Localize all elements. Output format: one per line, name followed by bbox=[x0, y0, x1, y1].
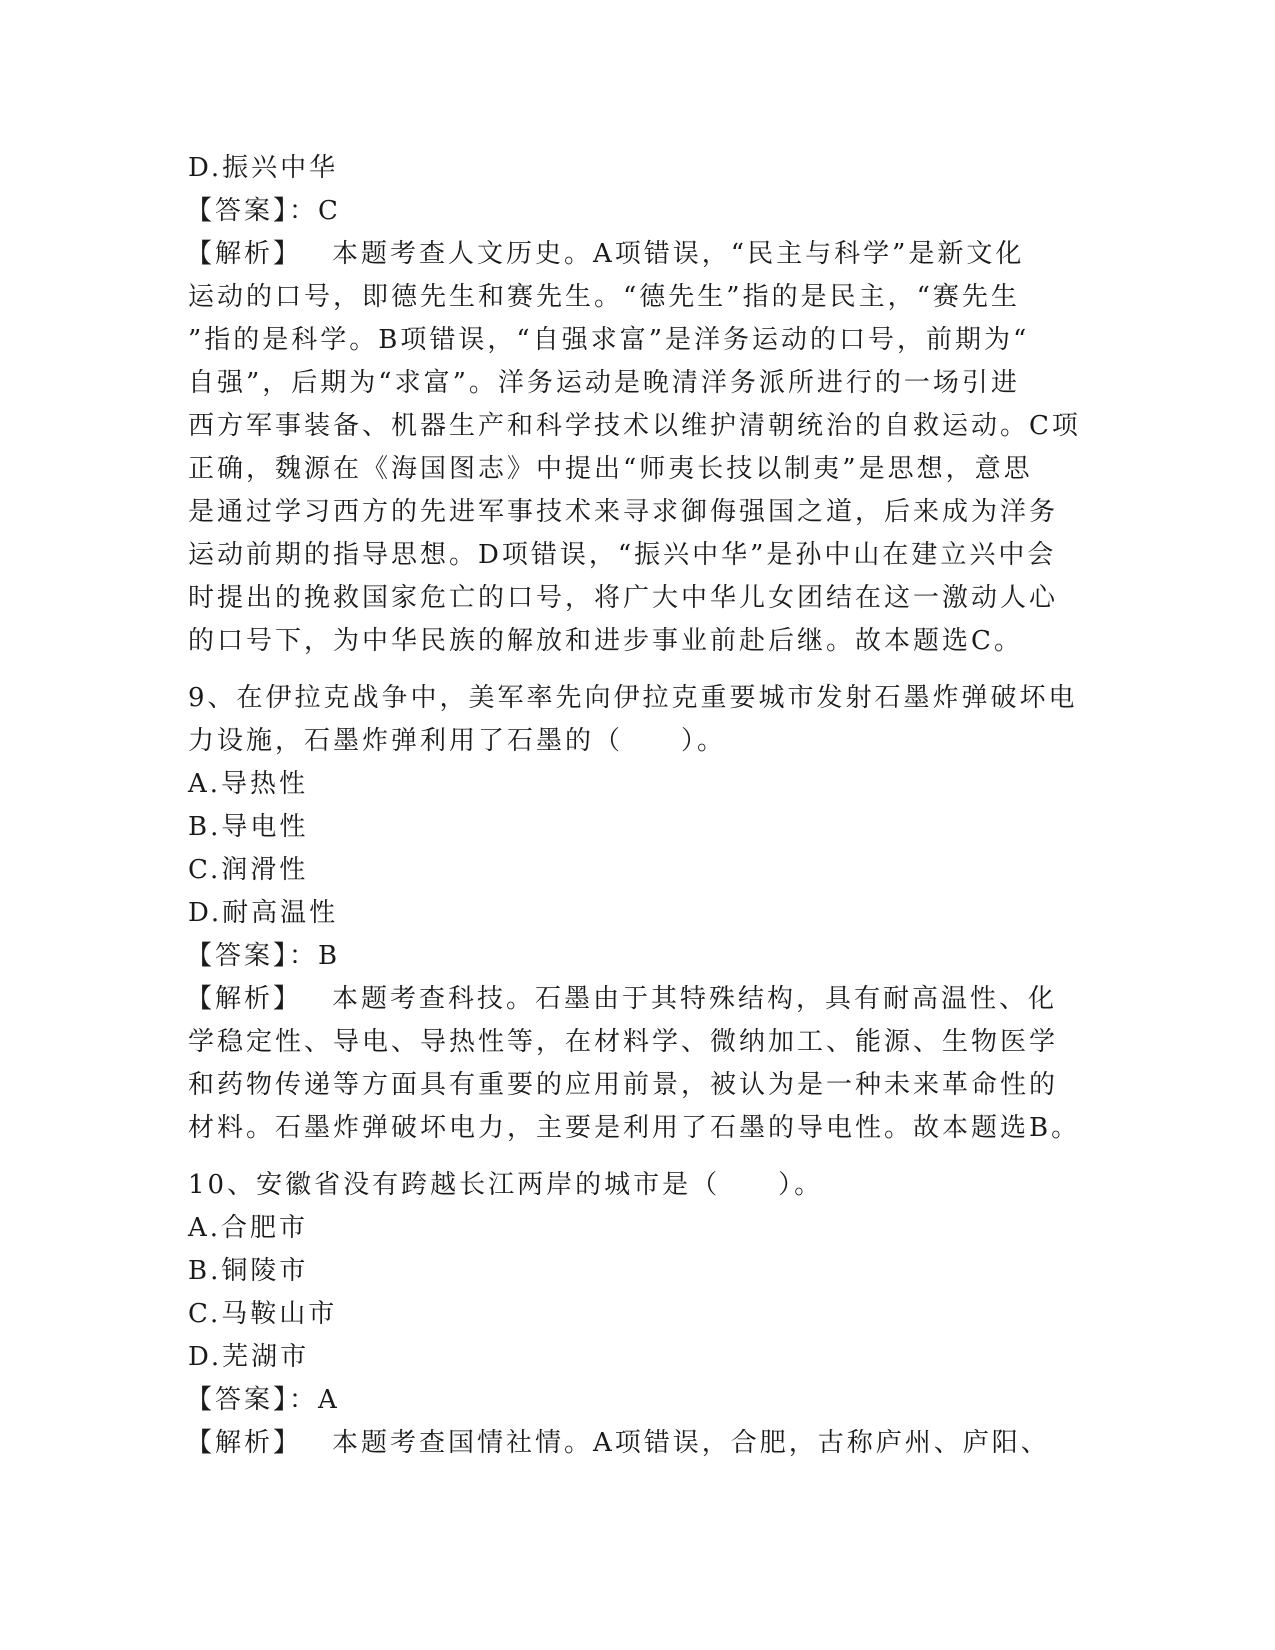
explanation-line: 是通过学习西方的先进军事技术来寻求御侮强国之道，后来成为洋务 bbox=[188, 497, 1059, 527]
document-page bbox=[188, 147, 1088, 1465]
question-stem: 10、安徽省没有跨越长江两岸的城市是（ ）。 bbox=[188, 1170, 824, 1200]
answer-value: B bbox=[318, 941, 341, 971]
explanation-label: 【解析】 bbox=[186, 1428, 303, 1458]
option-d: D.芜湖市 bbox=[188, 1342, 310, 1372]
explanation-line bbox=[188, 233, 1088, 276]
explanation-line: 材料。石墨炸弹破坏电力，主要是利用了石墨的导电性。故本题选B。 bbox=[188, 1113, 1081, 1143]
explanation-line bbox=[188, 978, 1088, 1021]
explanation-line bbox=[188, 1422, 1088, 1465]
option-b: B.铜陵市 bbox=[188, 1256, 309, 1286]
answer-value: C bbox=[318, 196, 341, 226]
answer-label: 【答案】： bbox=[186, 196, 319, 226]
answer-label: 【答案】： bbox=[186, 941, 319, 971]
explanation-line: 正确，魏源在《海国图志》中提出“师夷长技以制夷”是思想，意思 bbox=[188, 454, 1033, 484]
explanation-text: 本题考查科技。石墨由于其特殊结构，具有耐高温性、化 bbox=[332, 984, 1058, 1014]
answer-line bbox=[188, 190, 1088, 233]
explanation-line: 的口号下，为中华民族的解放和进步事业前赴后继。故本题选C。 bbox=[188, 626, 1023, 656]
explanation-line: 自强”，后期为“求富”。洋务运动是晚清洋务派所进行的一场引进 bbox=[188, 368, 1020, 398]
question-10 bbox=[188, 1164, 1088, 1465]
explanation-text: 本题考查国情社情。A项错误，合肥，古称庐州、庐阳、 bbox=[332, 1428, 1050, 1458]
option-b: B.导电性 bbox=[188, 812, 309, 842]
explanation-label: 【解析】 bbox=[186, 984, 303, 1014]
explanation-line: 运动前期的指导思想。D项错误，“振兴中华”是孙中山在建立兴中会 bbox=[188, 540, 1057, 570]
option-a: A.合肥市 bbox=[188, 1213, 309, 1243]
option-d: D.耐高温性 bbox=[188, 898, 339, 928]
explanation-line: 运动的口号，即德先生和赛先生。“德先生”指的是民主，“赛先生 bbox=[188, 282, 1020, 312]
answer-label: 【答案】： bbox=[186, 1385, 319, 1415]
explanation-line: 学稳定性、导电、导热性等，在材料学、微纳加工、能源、生物医学 bbox=[188, 1027, 1059, 1057]
answer-value: A bbox=[318, 1385, 340, 1415]
option-d: D.振兴中华 bbox=[188, 153, 339, 183]
question-9 bbox=[188, 677, 1088, 1150]
explanation-line: ”指的是科学。B项错误，“自强求富”是洋务运动的口号，前期为“ bbox=[188, 325, 1030, 355]
option-c: C.润滑性 bbox=[188, 855, 309, 885]
option-a: A.导热性 bbox=[188, 769, 309, 799]
explanation-line: 时提出的挽救国家危亡的口号，将广大中华儿女团结在这一激动人心 bbox=[188, 583, 1059, 613]
explanation-text: 本题考查人文历史。A项错误，“民主与科学”是新文化 bbox=[332, 239, 1025, 269]
explanation-line: 和药物传递等方面具有重要的应用前景，被认为是一种未来革命性的 bbox=[188, 1070, 1059, 1100]
answer-line bbox=[188, 1379, 1088, 1422]
option-c: C.马鞍山市 bbox=[188, 1299, 338, 1329]
explanation-line: 西方军事装备、机器生产和科学技术以维护清朝统治的自救运动。C项 bbox=[188, 411, 1081, 441]
question-8 bbox=[188, 147, 1088, 663]
question-stem: 力设施，石墨炸弹利用了石墨的（ ）。 bbox=[188, 726, 727, 756]
explanation-label: 【解析】 bbox=[186, 239, 303, 269]
question-stem: 9、在伊拉克战争中，美军率先向伊拉克重要城市发射石墨炸弹破坏电 bbox=[188, 683, 1078, 713]
answer-line bbox=[188, 935, 1088, 978]
